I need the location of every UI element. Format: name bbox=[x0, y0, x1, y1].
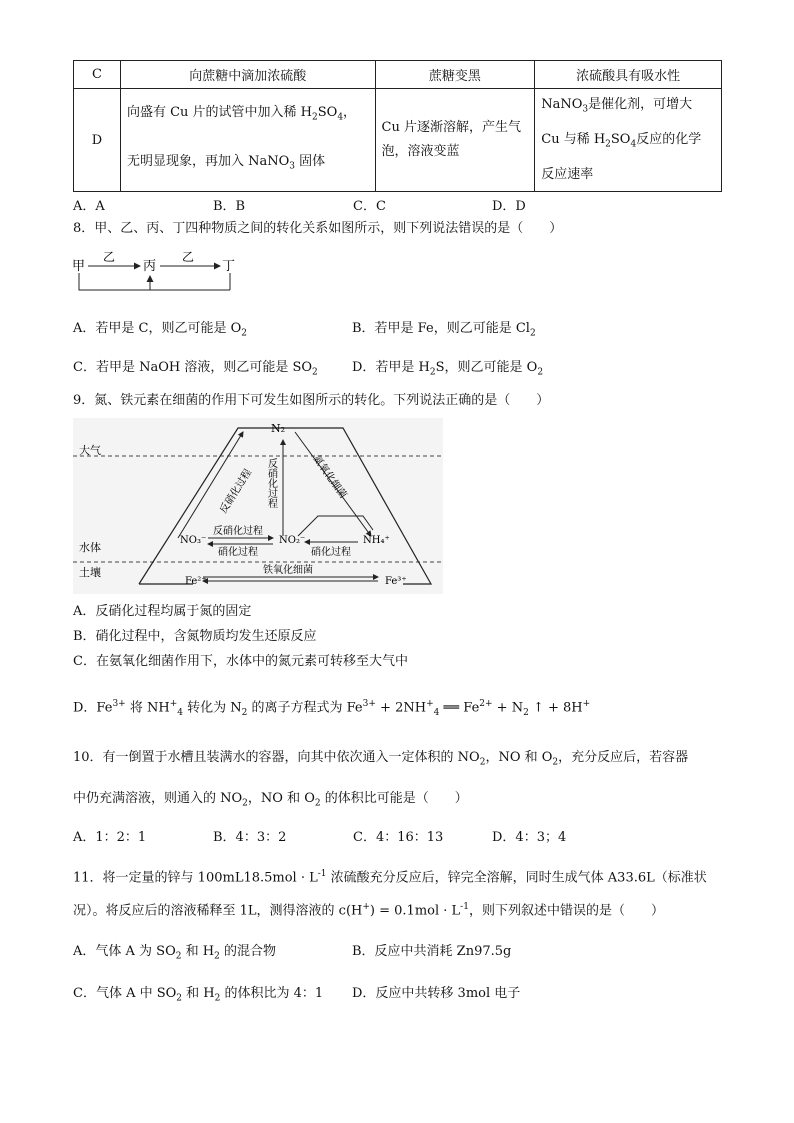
table-row bbox=[74, 89, 722, 192]
node-fe2: Fe²⁺ bbox=[185, 576, 207, 587]
q10-stem-line1: 10．有一倒置于水槽且装满水的容器，向其中依次通入一定体积的 $NO_2$，NO 和 $O_2$，充分反应后，若容器 bbox=[73, 750, 689, 768]
node-nh4: NH₄⁺ bbox=[363, 535, 390, 546]
q7-option-a: A．A bbox=[73, 199, 105, 214]
q9-option-c: C．在氨氧化细菌作用下，水体中的氮元素可转移至大气中 bbox=[73, 654, 408, 669]
q10-stem-line2: 中仍充满溶液，则通入的 $NO_2$，NO 和 $O_2$ 的体积比可能是（ ） bbox=[73, 791, 468, 809]
edge-yi-2: 乙 bbox=[182, 250, 195, 264]
label-soil: 土壤 bbox=[79, 566, 101, 579]
table-row bbox=[74, 61, 722, 89]
label-iron-oxidizing: 铁氧化细菌 bbox=[263, 565, 313, 576]
q11-option-d: D．反应中共转移 3mol 电子 bbox=[352, 986, 521, 1001]
node-ding: 丁 bbox=[222, 259, 236, 274]
q9-option-b: B．硝化过程中，含氮物质均发生还原反应 bbox=[73, 629, 317, 644]
label-denitrification-diag: 反硝化过程 bbox=[218, 467, 255, 516]
q9-option-d: D．$Fe^{3+}$ 将 $NH^+_4$ 转化为 $N_2$ 的离子方程式为 $Fe^{3+} + 2NH^+_4$ ══ $Fe^{2+} + N_2$ ↑ + 8H+ bbox=[73, 699, 591, 718]
q7-option-d: D．D bbox=[492, 199, 526, 214]
q7-option-c: C．C bbox=[353, 199, 386, 214]
q11-stem-line1: 11．将一定量的锌与 $100mL18.5mol \cdot L^{-1}$ 浓硫酸充分反应后，锌完全溶解，同时生成气体 A33.6L（标准状 bbox=[73, 869, 707, 886]
node-no2: NO₂⁻ bbox=[279, 535, 306, 546]
node-fe3: Fe³⁺ bbox=[385, 576, 407, 587]
q11-option-b: B．反应中共消耗 Zn97.5g bbox=[352, 944, 512, 959]
q9-option-a: A．反硝化过程均属于氮的固定 bbox=[73, 604, 252, 619]
node-n2: N₂ bbox=[271, 422, 286, 435]
table-cell: 向蔗糖中滴加浓硫酸 bbox=[120, 61, 375, 89]
label-nitrification-1: 硝化过程 bbox=[218, 547, 258, 558]
q9-stem: 9．氮、铁元素在细菌的作用下可发生如图所示的转化。下列说法正确的是（ ） bbox=[73, 393, 550, 408]
experiment-table bbox=[73, 60, 722, 192]
q11-option-a: A．气体 A 为 $SO_2$ 和 $H_2$ 的混合物 bbox=[73, 944, 276, 962]
table-cell: Cu 片逐渐溶解，产生气 泡，溶液变蓝 bbox=[375, 89, 535, 192]
q11-stem-line2: 况）。将反应后的溶液稀释至 1L，测得溶液的 $c(H^+) = 0.1mol \cdot L^{-1}$，则下列叙述中错误的是（ ） bbox=[73, 902, 664, 919]
table-cell: NaNO$_3$是催化剂，可增大 Cu 与稀 $H_2SO_4$反应的化学 反应速率 bbox=[535, 89, 722, 192]
label-denitrification-v: 反硝化过程 bbox=[265, 458, 277, 508]
label-nitrification-2: 硝化过程 bbox=[311, 547, 351, 558]
q10-option-c: C．4：16：13 bbox=[353, 830, 444, 845]
q8-option-d: D．若甲是 $H_2S$，则乙可能是 $O_2$ bbox=[352, 360, 544, 378]
label-atmosphere: 大气 bbox=[79, 444, 101, 457]
q10-option-a: A．1：2：1 bbox=[73, 830, 147, 845]
node-jia: 甲 bbox=[72, 259, 86, 274]
edge-yi-1: 乙 bbox=[103, 250, 116, 264]
q10-option-d: D．4：3；4 bbox=[492, 830, 567, 845]
label-denitrification-h: 反硝化过程 bbox=[213, 526, 263, 537]
label-water: 水体 bbox=[79, 541, 101, 554]
node-bing: 丙 bbox=[143, 259, 157, 274]
q8-stem: 8．甲、乙、丙、丁四种物质之间的转化关系如图所示，则下列说法错误的是（ ） bbox=[73, 221, 563, 236]
q8-option-c: C．若甲是 NaOH 溶液，则乙可能是 $SO_2$ bbox=[73, 360, 318, 378]
q8-option-a: A．若甲是 C，则乙可能是 $O_2$ bbox=[73, 321, 247, 339]
label-ammonia-oxidizing: 氨氧化细菌 bbox=[310, 453, 349, 501]
q8-option-b: B．若甲是 Fe，则乙可能是 $Cl_2$ bbox=[352, 321, 536, 339]
q10-option-b: B．4：3：2 bbox=[213, 830, 287, 845]
q11-option-c: C．气体 A 中 $SO_2$ 和 $H_2$ 的体积比为 4：1 bbox=[73, 986, 324, 1004]
table-cell: 向盛有 Cu 片的试管中加入稀 $H_2SO_4$， 无明显现象，再加入 NaNO$_3$ 固体 bbox=[120, 89, 375, 192]
table-cell: D bbox=[74, 89, 121, 192]
q8-conversion-diagram bbox=[70, 248, 250, 296]
q7-option-b: B．B bbox=[213, 199, 246, 214]
table-cell: 浓硫酸具有吸水性 bbox=[535, 61, 722, 89]
q9-nitrogen-iron-diagram bbox=[73, 418, 443, 594]
node-no3: NO₃⁻ bbox=[180, 535, 207, 546]
table-cell: 蔗糖变黑 bbox=[375, 61, 535, 89]
table-cell: C bbox=[74, 61, 121, 89]
